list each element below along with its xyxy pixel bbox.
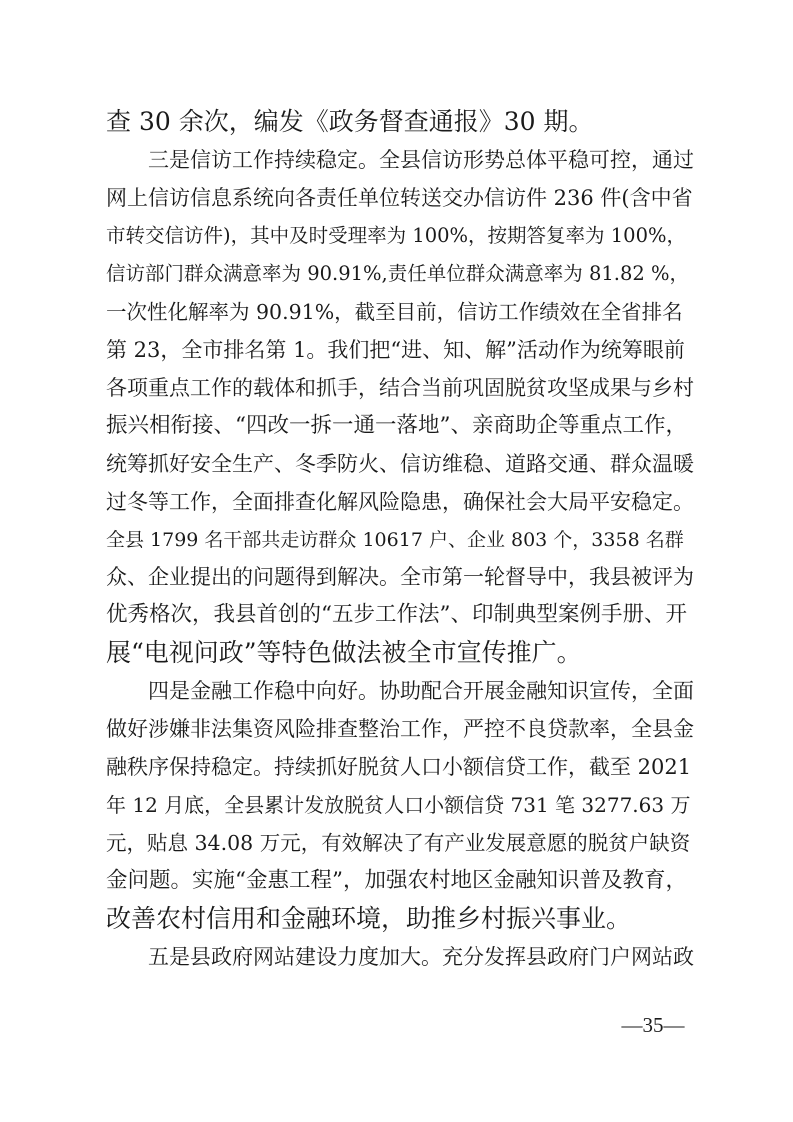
text-line-13: 众、企业提出的问题得到解决。全市第一轮督导中，我县被评为: [106, 565, 694, 589]
text-line-9: 振兴相衔接、“四改一拆一通一落地”、亲商助企等重点工作，: [106, 413, 687, 438]
text-line-4: 市转交信访件)，其中及时受理率为 100%，按期答复率为 100%，: [106, 224, 687, 247]
page-number: —35—: [621, 1013, 685, 1037]
text-line-8: 各项重点工作的载体和抓手，结合当前巩固脱贫攻坚成果与乡村: [106, 376, 694, 400]
text-line-12: 全县 1799 名干部共走访群众 10617 户、企业 803 个，3358 名群: [106, 529, 684, 551]
text-line-18: 融秩序保持稳定。持续抓好脱贫人口小额信贷工作，截至 2021: [106, 755, 692, 779]
text-line-5: 信访部门群众满意率为 90.91%,责任单位群众满意率为 81.82 %，: [106, 262, 690, 285]
text-line-10: 统筹抓好安全生产、冬季防火、信访维稳、道路交通、群众温暖: [106, 452, 694, 476]
text-line-2: 三是信访工作持续稳定。全县信访形势总体平稳可控，通过: [148, 148, 694, 172]
text-line-16: 四是金融工作稳中向好。协助配合开展金融知识宣传，全面: [148, 679, 694, 703]
text-line-14: 优秀格次，我县首创的“五步工作法”、印制典型案例手册、开: [106, 602, 687, 627]
text-line-3: 网上信访信息系统向各责任单位转送交办信访件 236 件(含中省: [106, 186, 693, 210]
text-line-6: 一次性化解率为 90.91%，截至目前，信访工作绩效在全省排名: [106, 300, 683, 324]
text-line-7: 第 23，全市排名第 1。我们把“进、知、解”活动作为统筹眼前: [106, 338, 685, 362]
text-line-11: 过冬等工作，全面排查化解风险隐患，确保社会大局平安稳定。: [106, 490, 694, 514]
text-line-1: 查 30 余次，编发《政务督查通报》30 期。: [106, 107, 594, 136]
text-line-19: 年 12 月底，全县累计发放脱贫人口小额信贷 731 笔 3277.63 万: [106, 793, 691, 817]
text-line-20: 元，贴息 34.08 万元，有效解决了有产业发展意愿的脱贫户缺资: [106, 831, 691, 855]
text-line-23: 五是县政府网站建设力度加大。充分发挥县政府门户网站政: [148, 945, 694, 969]
text-line-17: 做好涉嫌非法集资风险排查整治工作，严控不良贷款率，全县金: [106, 717, 694, 741]
text-line-21: 金问题。实施“金惠工程”，加强农村地区金融知识普及教育，: [106, 868, 687, 893]
text-line-15: 展“电视问政”等特色做法被全市宣传推广。: [106, 638, 582, 667]
text-line-22: 改善农村信用和金融环境，助推乡村振兴事业。: [106, 904, 632, 933]
